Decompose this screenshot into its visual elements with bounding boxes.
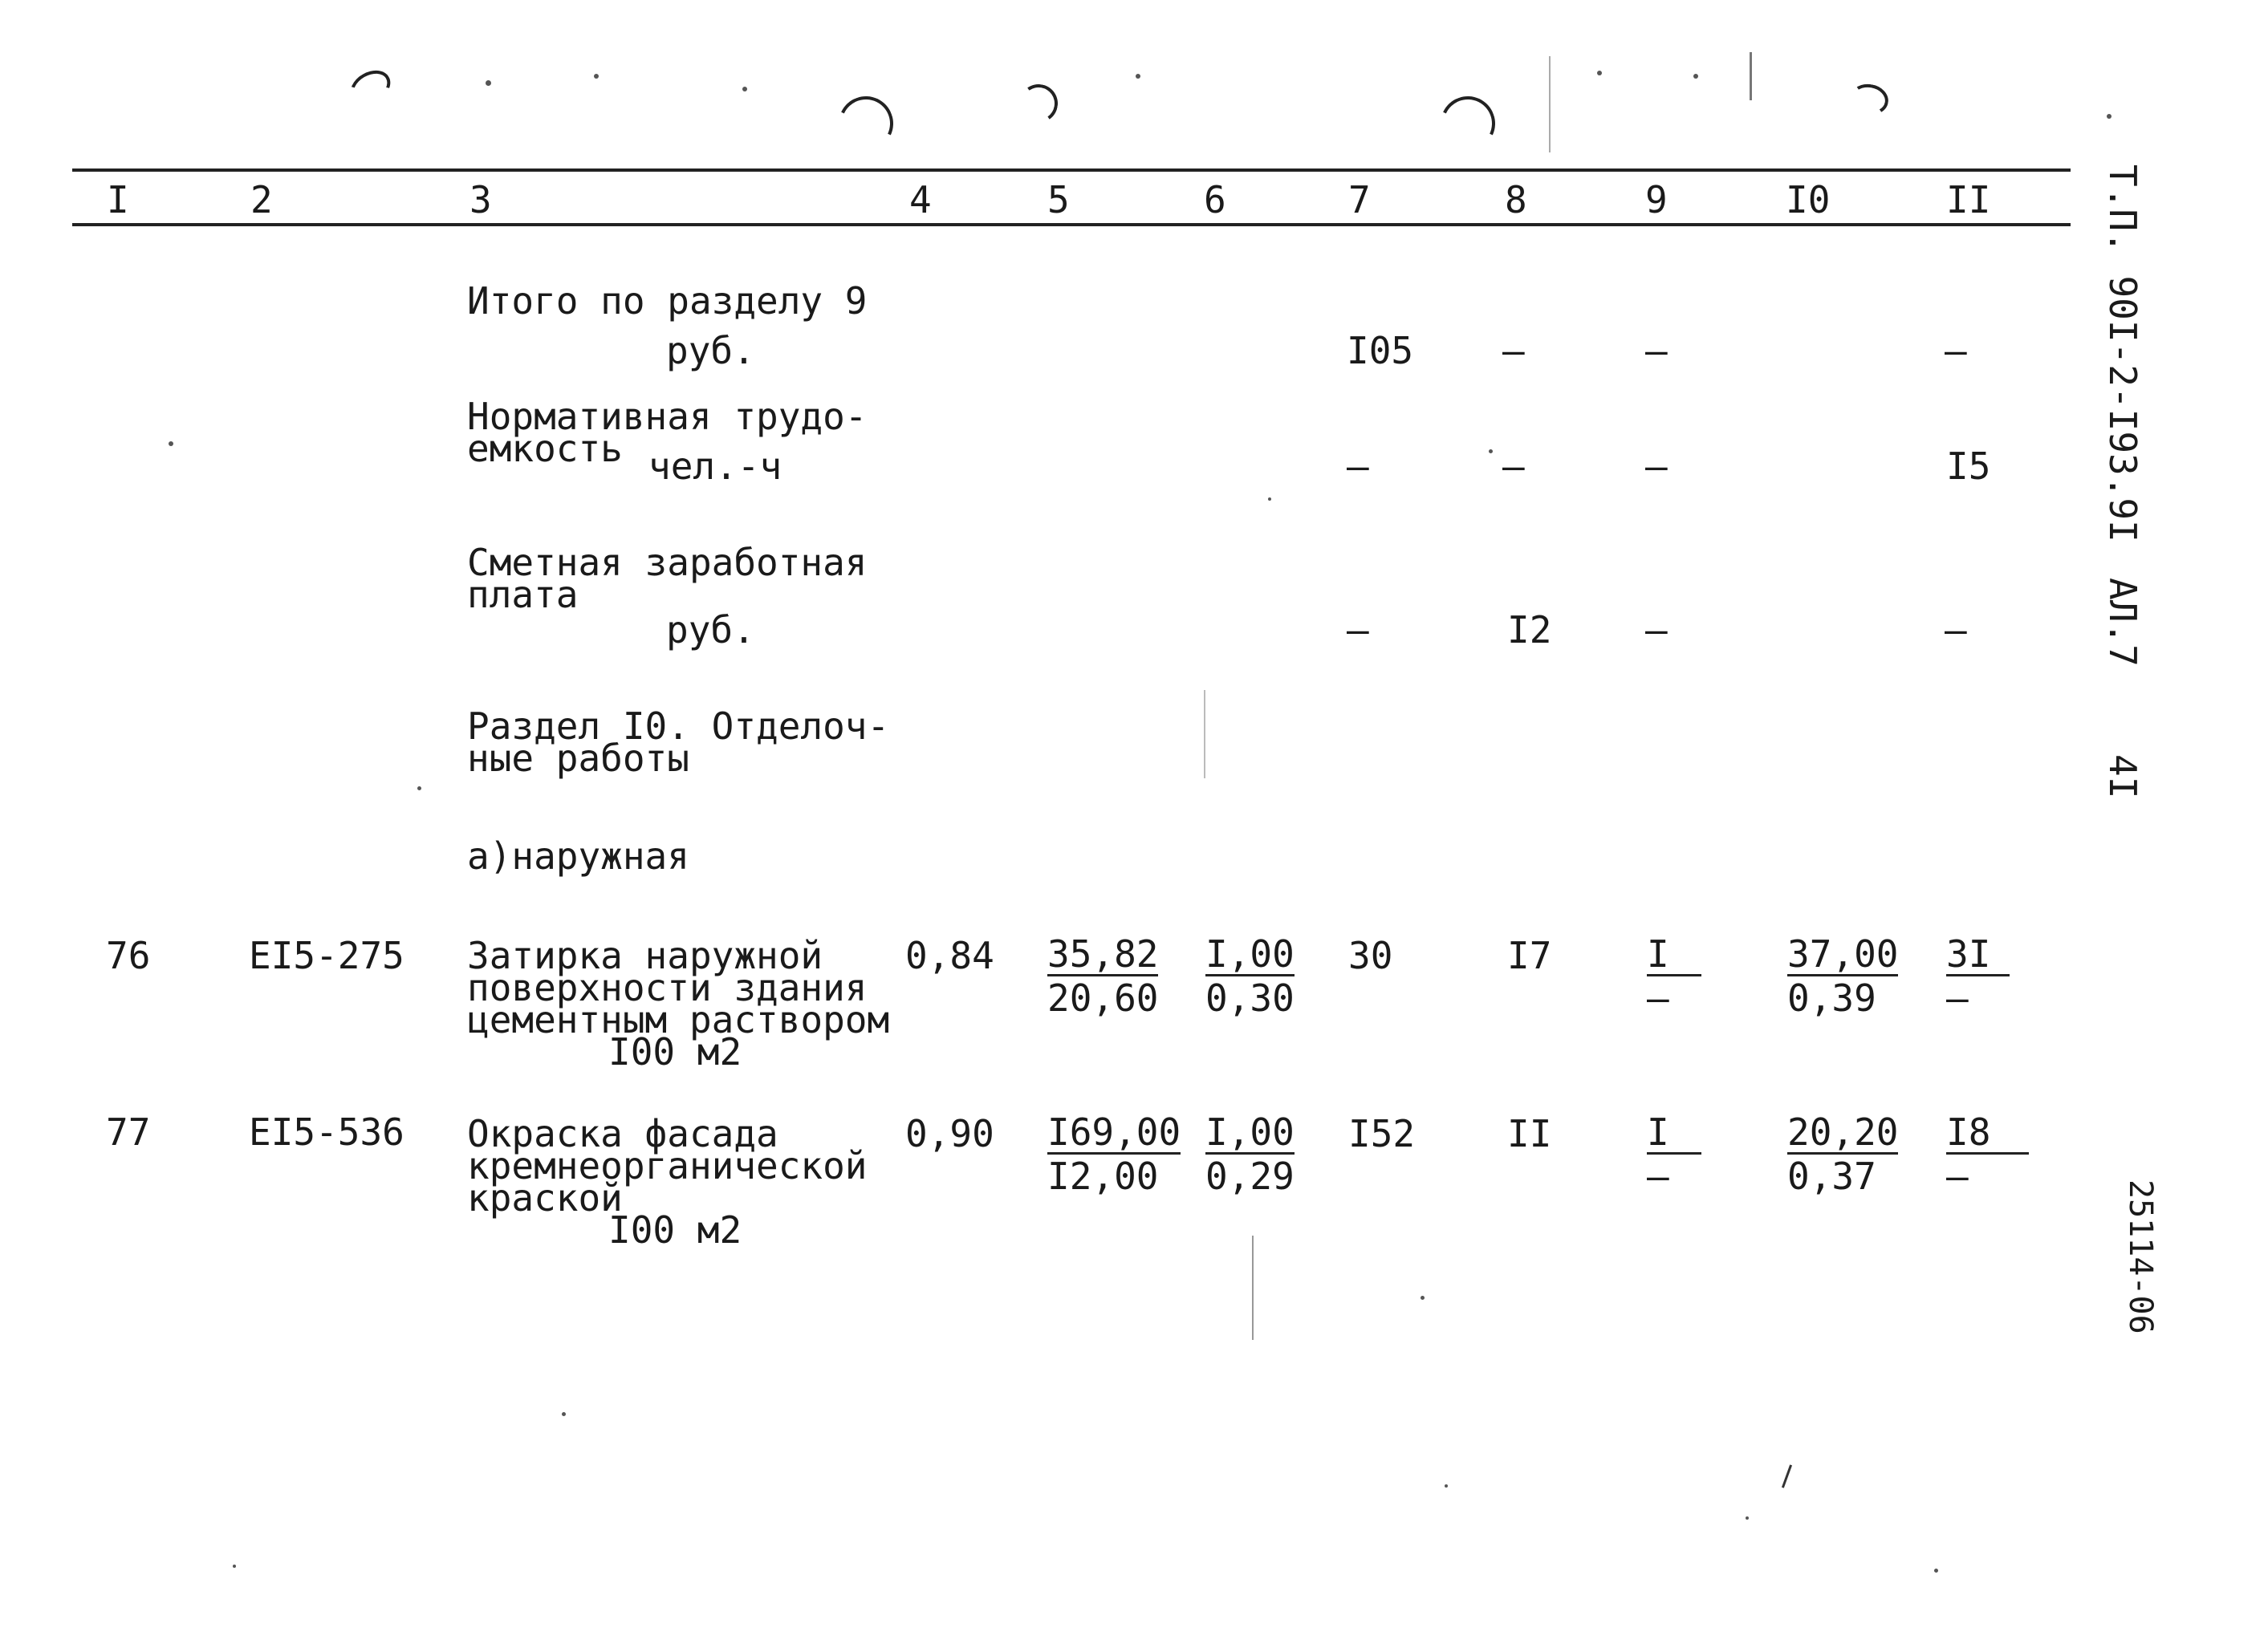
labor-col7: – [1347,445,1369,488]
wage-col8: I2 [1507,608,1552,652]
total-col7: I05 [1347,329,1414,372]
side-album: АЛ.7 [2101,578,2144,667]
labor-col9: – [1645,445,1668,488]
row-col10-bottom: 0,39 [1787,976,1876,1020]
row-col5-fraction [1047,932,1159,1020]
row-col11-top: I8 [1946,1114,2029,1155]
row-col8: I7 [1507,934,1552,977]
total-col11: – [1945,329,1967,372]
header-top-rule [72,168,2071,172]
row-col6-fraction [1205,932,1295,1020]
row-col10-top: 20,20 [1787,1110,1899,1154]
row-number: 77 [106,1110,151,1154]
labor-col11: I5 [1946,445,1991,488]
row-col10-bottom: 0,37 [1787,1155,1876,1198]
wage-col11: – [1945,608,1967,652]
labor-label-line1: Нормативная трудо- [467,395,868,438]
row-desc-line3: краской [467,1176,623,1220]
col-number-2: 2 [250,178,273,221]
row-code: EI5-536 [249,1110,404,1154]
row-desc-unit: I00 м2 [608,1208,742,1252]
row-col5-bottom: I2,00 [1047,1155,1159,1198]
total-col9: – [1645,329,1668,372]
col-number-11: II [1946,178,1991,221]
row-col10-fraction [1787,932,1899,1020]
col-number-8: 8 [1505,178,1527,221]
row-col11-bottom: – [1946,1155,1969,1198]
row-col6-top: I,00 [1205,1110,1295,1154]
row-col7: I52 [1348,1112,1416,1155]
scan-speck [233,1565,236,1568]
row-col11-bottom: – [1946,976,1969,1020]
wage-col9: – [1645,608,1668,652]
scan-speck [1136,74,1140,79]
scan-speck [1693,74,1698,79]
row-col5-top: I69,00 [1047,1110,1181,1154]
row-col5-top: 35,82 [1047,932,1159,976]
scan-streak [1750,52,1752,100]
scan-speck [742,87,747,91]
wage-label-line2: плата [467,573,579,616]
row-col11-top: 3I [1946,936,2010,976]
row-col7: 30 [1348,934,1393,977]
row-col9-top: I [1647,1114,1701,1155]
row-col9-bottom: – [1647,1155,1669,1198]
scan-streak [1549,56,1551,152]
row-col8: II [1507,1112,1552,1155]
row-number: 76 [106,934,151,977]
col-number-4: 4 [909,178,932,221]
scan-speck [486,80,491,86]
total-col8: – [1502,329,1525,372]
row-col10-fraction [1787,1110,1899,1198]
labor-col8: – [1502,445,1525,488]
header-bottom-rule [72,223,2071,226]
scan-streak [1204,690,1205,778]
row-col11-fraction [1946,1110,2029,1198]
col-number-3: 3 [469,178,492,221]
col-number-6: 6 [1204,178,1226,221]
scan-speck [2107,114,2112,119]
total-label: Итого по разделу 9 [467,279,868,323]
row-desc-line3: цементным раствором [467,998,890,1041]
row-desc-line2: кремнеорганической [467,1144,868,1187]
row-desc-unit: I00 м2 [608,1030,742,1074]
side-sheet-number: 25114-06 [2122,1179,2159,1334]
section-title-line1: Раздел I0. Отделоч- [467,704,890,748]
row-col4: 0,84 [905,934,994,977]
row-desc-line1: Окраска фасада [467,1112,778,1155]
scan-mark [831,88,900,158]
row-col9-fraction [1647,1110,1701,1198]
scan-mark [1847,81,1891,118]
row-col5-fraction [1047,1110,1181,1198]
scan-speck [1421,1296,1425,1300]
pen-stroke [1782,1464,1792,1488]
labor-label-line2: емкость [467,427,623,470]
scan-speck [594,74,599,79]
row-col9-bottom: – [1647,976,1669,1020]
section-subtitle: а)наружная [467,834,689,878]
row-code: EI5-275 [249,934,404,977]
row-desc-line2: поверхности здания [467,966,868,1009]
row-col9-fraction [1647,932,1701,1020]
row-col4: 0,90 [905,1112,994,1155]
wage-label-line1: Сметная заработная [467,541,868,584]
scan-mark [344,63,396,111]
scan-mark [1433,88,1502,158]
row-col11-fraction [1946,932,2010,1020]
col-number-5: 5 [1047,178,1070,221]
col-number-10: I0 [1786,178,1831,221]
row-col10-top: 37,00 [1787,932,1899,976]
scan-speck [1597,71,1602,75]
total-unit: руб. [666,329,755,372]
col-number-9: 9 [1645,178,1668,221]
wage-unit: руб. [666,608,755,652]
col-number-7: 7 [1348,178,1371,221]
row-col6-bottom: 0,30 [1205,976,1295,1020]
row-desc-line1: Затирка наружной [467,934,823,977]
scan-speck [562,1412,566,1416]
row-col5-bottom: 20,60 [1047,976,1159,1020]
scan-speck [1489,449,1493,453]
side-page: 4I [2101,754,2144,799]
scan-streak [1252,1236,1254,1340]
scan-speck [1268,497,1271,501]
scan-speck [1445,1484,1448,1488]
row-col9-top: I [1647,936,1701,976]
col-number-1: I [107,178,129,221]
scan-speck [417,786,421,790]
row-col6-top: I,00 [1205,932,1295,976]
labor-unit: чел.-ч [648,445,782,488]
scan-speck [169,441,173,446]
scan-speck [1934,1569,1938,1573]
section-title-line2: ные работы [467,737,689,780]
row-col6-bottom: 0,29 [1205,1155,1295,1198]
side-code: Т.П. 90I-2-I93.9I [2101,164,2144,542]
scan-mark [1016,81,1061,126]
wage-col7: – [1347,608,1369,652]
scan-speck [1746,1516,1749,1520]
row-col6-fraction [1205,1110,1295,1198]
